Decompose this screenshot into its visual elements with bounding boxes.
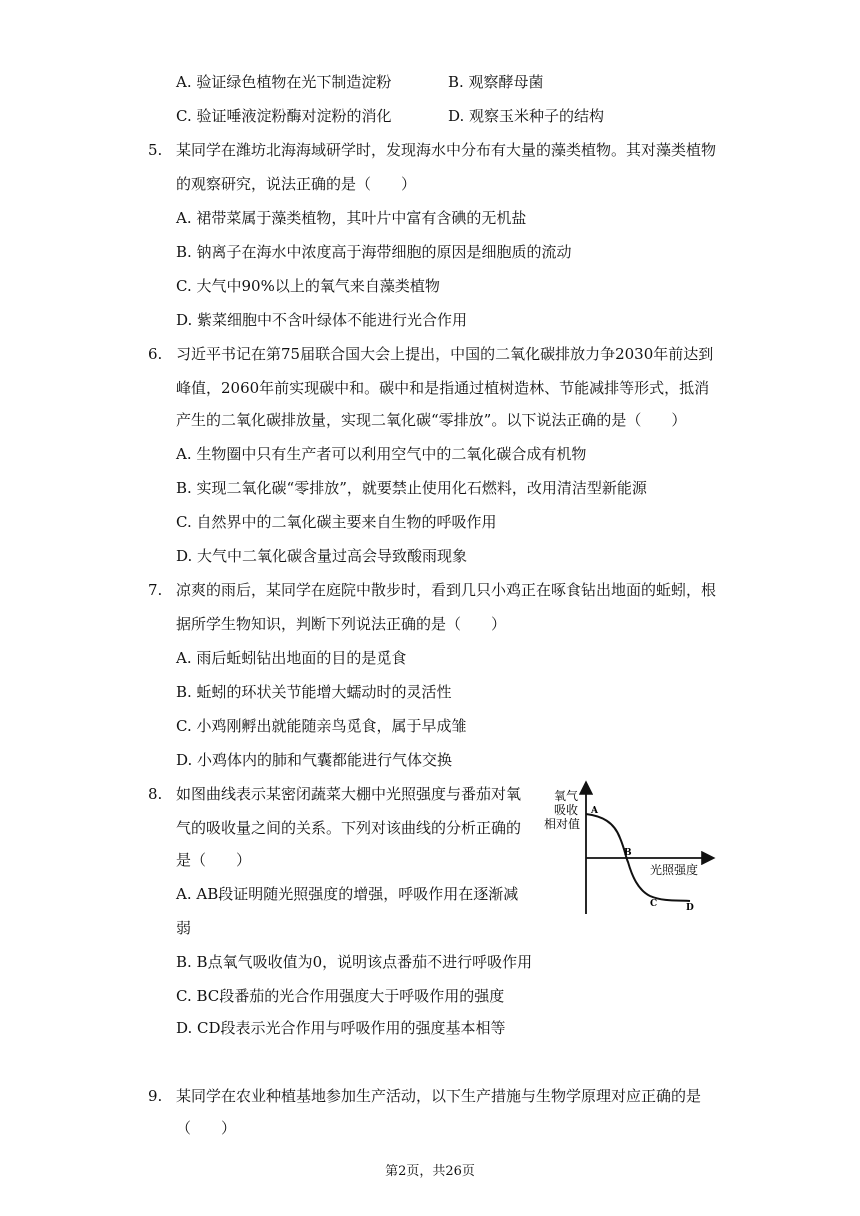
- q8-stem-line-2: 气的吸收量之间的关系。下列对该曲线的分析正确的: [176, 819, 522, 837]
- q8-stem-line-1: 如图曲线表示某密闭蔬菜大棚中光照强度与番茄对氧: [176, 785, 522, 803]
- q7-option-c: C. 小鸡刚孵出就能随亲鸟觅食，属于早成雏: [176, 717, 467, 735]
- q7-stem-line-1: 凉爽的雨后，某同学在庭院中散步时，看到几只小鸡正在啄食钻出地面的蚯蚓，根: [176, 581, 717, 599]
- question-number-9: 9.: [148, 1087, 163, 1105]
- q7-stem-line-2: 据所学生物知识，判断下列说法正确的是（ ）: [176, 615, 507, 633]
- q9-stem-line-1: 某同学在农业种植基地参加生产活动，以下生产措施与生物学原理对应正确的是: [176, 1087, 702, 1105]
- point-label-c: C: [650, 899, 658, 909]
- q8-option-a-continued: 弱: [176, 919, 192, 937]
- question-number-5: 5.: [148, 141, 163, 159]
- q6-stem-line-2: 峰值，2060年前实现碳中和。碳中和是指通过植树造林、节能减排等形式，抵消: [176, 379, 710, 397]
- question-number-6: 6.: [148, 345, 163, 363]
- page-footer: 第2页，共26页: [385, 1164, 475, 1179]
- question-number-7: 7.: [148, 581, 163, 599]
- q8-option-a: A. AB段证明随光照强度的增强，呼吸作用在逐渐减: [176, 885, 519, 903]
- q5-option-c: C. 大气中90%以上的氧气来自藻类植物: [176, 277, 440, 295]
- q8-option-b: B. B点氧气吸收值为0，说明该点番茄不进行呼吸作用: [176, 953, 533, 971]
- q6-option-b: B. 实现二氧化碳“零排放”，就要禁止使用化石燃料，改用清洁型新能源: [176, 479, 647, 497]
- q8-stem-line-3: 是（ ）: [176, 851, 252, 869]
- q5-stem-line-2: 的观察研究，说法正确的是（ ）: [176, 175, 417, 193]
- question-number-8: 8.: [148, 785, 163, 803]
- q4-option-d: D. 观察玉米种子的结构: [448, 107, 605, 125]
- q7-option-b: B. 蚯蚓的环状关节能增大蠕动时的灵活性: [176, 683, 452, 701]
- q8-option-c: C. BC段番茄的光合作用强度大于呼吸作用的强度: [176, 987, 505, 1005]
- point-label-b: B: [624, 848, 632, 858]
- point-label-d: D: [686, 903, 694, 913]
- point-label-a: A: [591, 806, 598, 816]
- q4-option-a: A. 验证绿色植物在光下制造淀粉: [176, 73, 392, 91]
- q4-option-c: C. 验证唾液淀粉酶对淀粉的消化: [176, 107, 392, 125]
- q6-stem-line-1: 习近平书记在第75届联合国大会上提出，中国的二氧化碳排放力争2030年前达到: [176, 345, 714, 363]
- q4-option-b: B. 观察酵母菌: [448, 73, 544, 91]
- y-label-line-2: 吸收: [554, 803, 579, 817]
- q5-option-a: A. 裙带菜属于藻类植物，其叶片中富有含碘的无机盐: [176, 209, 527, 227]
- y-label-line-3: 相对值: [544, 817, 581, 831]
- q5-option-b: B. 钠离子在海水中浓度高于海带细胞的原因是细胞质的流动: [176, 243, 572, 261]
- q5-option-d: D. 紫菜细胞中不含叶绿体不能进行光合作用: [176, 311, 468, 329]
- q6-option-a: A. 生物圈中只有生产者可以利用空气中的二氧化碳合成有机物: [176, 445, 587, 463]
- q8-option-d: D. CD段表示光合作用与呼吸作用的强度基本相等: [176, 1019, 506, 1037]
- y-label-line-1: 氧气: [554, 789, 579, 803]
- q6-option-d: D. 大气中二氧化碳含量过高会导致酸雨现象: [176, 547, 468, 565]
- q6-option-c: C. 自然界中的二氧化碳主要来自生物的呼吸作用: [176, 513, 497, 531]
- oxygen-uptake-light-graph: [540, 780, 720, 920]
- q7-option-a: A. 雨后蚯蚓钻出地面的目的是觅食: [176, 649, 407, 667]
- q7-option-d: D. 小鸡体内的肺和气囊都能进行气体交换: [176, 751, 453, 769]
- q6-stem-line-3: 产生的二氧化碳排放量，实现二氧化碳“零排放”。以下说法正确的是（ ）: [176, 411, 687, 429]
- q5-stem-line-1: 某同学在潍坊北海海域研学时，发现海水中分布有大量的藻类植物。其对藻类植物: [176, 141, 717, 159]
- x-label: 光照强度: [650, 863, 699, 877]
- q9-stem-line-2: （ ）: [176, 1119, 237, 1137]
